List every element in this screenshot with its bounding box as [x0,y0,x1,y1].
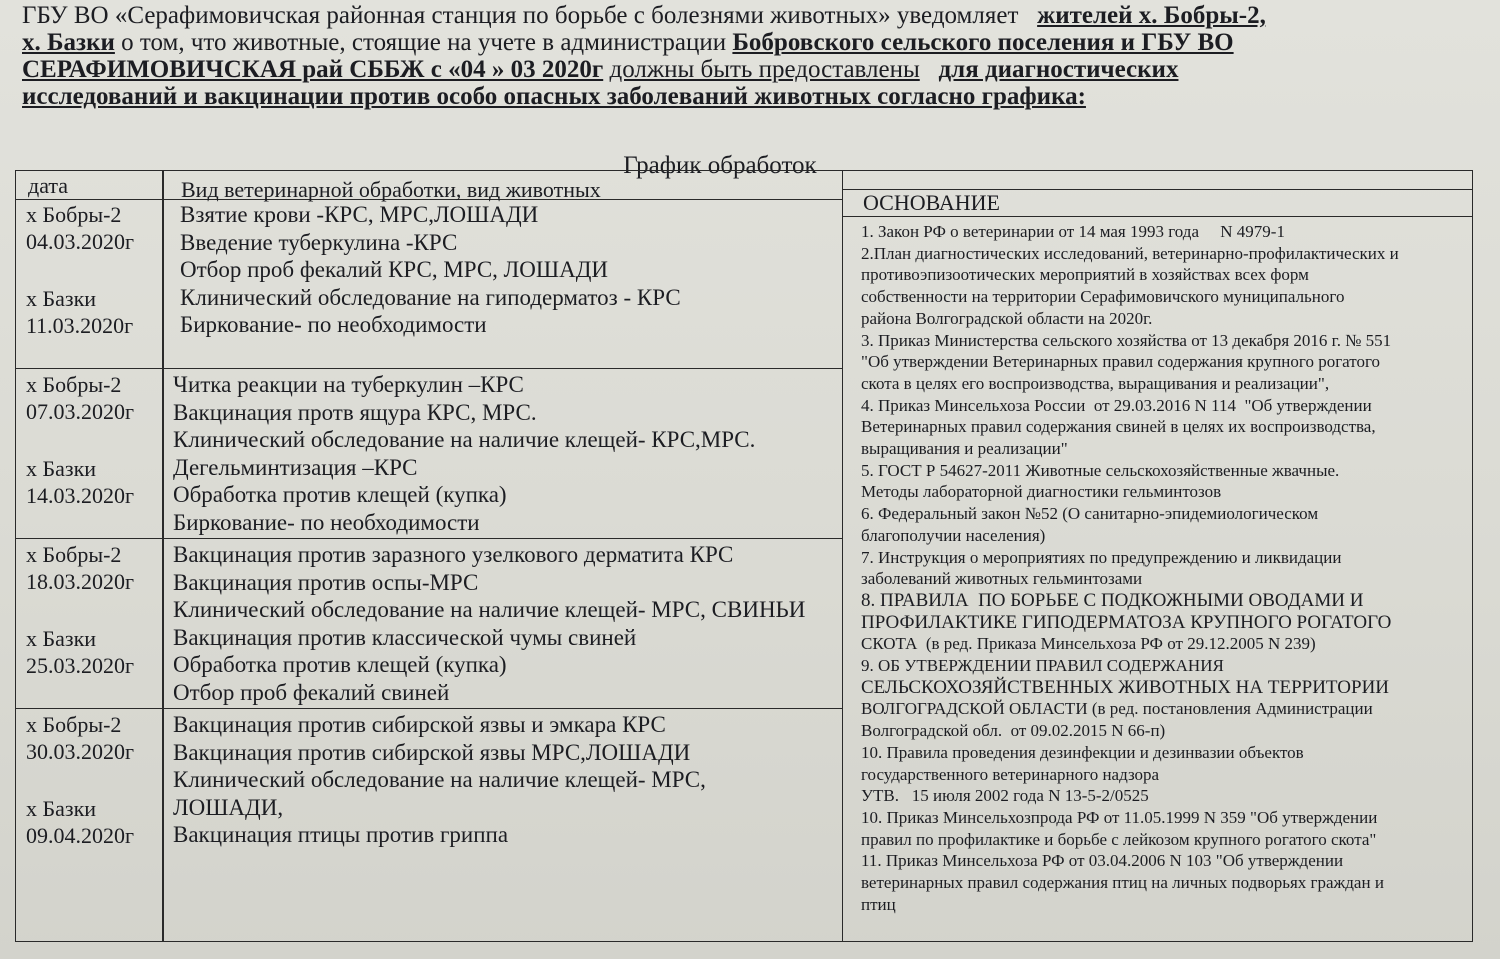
procedure: Клинический обследование на наличие клещей- МРС, [173,767,706,792]
basis-line: собственности на территории Серафимовичского муниципального [861,287,1345,307]
table-row [16,709,842,941]
procedure: Клинический обследование на гиподерматоз - КРС [180,284,681,310]
basis-line: правил по профилактике и борьбе с лейкозом крупного рогатого скота" [861,829,1377,849]
row-procedures [173,711,843,849]
basis-header-label: ОСНОВАНИЕ [863,190,1000,215]
basis-line: 1. Закон РФ о ветеринарии от 14 мая 1993 года N 4979-1 [861,222,1285,241]
place-2: х Базки [26,286,97,311]
basis-header [843,189,1472,217]
row-dates [26,541,158,679]
row-procedures [173,371,843,536]
basis-list [861,221,1473,916]
row-procedures [173,541,843,706]
place-2: х Базки [26,626,97,651]
basis-line: противоэпизоотических мероприятий в хозяйствах всех форм [861,265,1309,285]
procedure: Вакцинация против классической чумы свиней [173,624,637,650]
intro-text [22,2,1482,110]
basis-line: "Об утверждении Ветеринарных правил содержания крупного рогатого [861,352,1381,372]
basis-line: скота в целях его воспроизводства, выращивания и реализации", [861,373,1330,393]
basis-line: 10. Правила проведения дезинфекции и дезинвазии объектов [861,742,1304,762]
procedure: Введение туберкулина -КРС [180,229,458,255]
basis-line: ПРОФИЛАКТИКЕ ГИПОДЕРМАТОЗА КРУПНОГО РОГАТОГО [861,611,1392,633]
procedure: Взятие крови -КРС, МРС,ЛОШАДИ [180,202,539,227]
date-2: 25.03.2020г [26,653,135,678]
intro-line4: исследований и вакцинации против особо опасных заболеваний животных согласно графика: [22,83,1086,110]
basis-line: 2.План диагностических исследований, ветеринарно-профилактических и [861,243,1399,263]
row-dates [26,201,158,339]
procedure: Вакцинация против оспы-МРС [173,569,479,595]
intro-line3-b: должны быть предоставлены [609,56,920,83]
basis-line: 5. ГОСТ Р 54627-2011 Животные сельскохозяйственные жвачные. [861,460,1340,480]
basis-line: Методы лабораторной диагностики гельминтозов [861,482,1222,502]
date-1: 18.03.2020г [26,569,135,594]
basis-line: 3. Приказ Министерства сельского хозяйства от 13 декабря 2016 г. № 551 [861,330,1392,350]
basis-line: 7. Инструкция о мероприятиях по предупреждению и ликвидации [861,547,1342,567]
intro-line-2 [22,29,1482,56]
procedure: Отбор проб фекалий КРС, МРС, ЛОШАДИ [180,257,609,282]
place-1: х Бобры-2 [26,712,122,737]
basis-line: СКОТА (в ред. Приказа Минсельхоза РФ от 29.12.2005 N 239) [861,634,1316,654]
date-2: 11.03.2020г [26,313,134,338]
table-row [16,539,842,709]
procedure: Клинический обследование на наличие клещей- КРС,МРС. [173,427,756,452]
row-dates [26,371,158,509]
place-1: х Бобры-2 [26,372,122,397]
procedure: Вакцинация протв ящура КРС, МРС. [173,399,537,425]
procedure: Вакцинация против сибирской язвы и эмкара КРС [173,712,666,737]
procedure: Клинический обследование на наличие клещей- МРС, СВИНЬИ [173,597,806,622]
date-1: 30.03.2020г [26,739,135,764]
procedure: Вакцинация против заразного узелкового дерматита КРС [173,542,734,567]
table-header [16,171,842,200]
date-1: 07.03.2020г [26,399,135,424]
place-2: х Базки [26,456,97,481]
schedule-title: График обработок [623,152,817,179]
intro-line3-a: СЕРАФИМОВИЧСКАЯ рай СББЖ с «04 » 03 2020г [22,56,604,83]
header-kind: Вид ветеринарной обработки, вид животных [181,177,601,202]
procedure: Читка реакции на туберкулин –КРС [173,372,524,397]
basis-line: 9. ОБ УТВЕРЖДЕНИИ ПРАВИЛ СОДЕРЖАНИЯ [861,656,1224,676]
basis-line: выращивания и реализации" [861,439,1068,459]
procedure: Биркование- по необходимости [173,509,480,535]
basis-column [843,170,1473,942]
table-row [16,199,842,369]
basis-line: птиц [861,894,896,914]
place-2: х Базки [26,796,97,821]
intro-line1-b: жителей х. Бобры-2, [1037,2,1266,29]
intro-line2-c: Бобровского сельского поселения и ГБУ ВО [732,29,1234,56]
intro-line-3 [22,56,1482,83]
intro-line2-a: х. Базки [22,29,115,56]
intro-line1-a: ГБУ ВО «Серафимовичская районная станция по борьбе с болезнями животных» уведомляет [22,2,1019,29]
intro-line3-c: для диагностических [938,56,1179,83]
procedure: Биркование- по необходимости [180,312,487,337]
basis-line: 4. Приказ Минсельхоза России от 29.03.2016 N 114 "Об утверждении [861,395,1372,415]
schedule-table [15,170,843,942]
row-dates [26,711,158,849]
date-1: 04.03.2020г [26,229,135,254]
basis-line: УТВ. 15 июля 2002 года N 13-5-2/0525 [861,786,1149,806]
procedure: Обработка против клещей (купка) [173,482,507,507]
basis-line: государственного ветеринарного надзора [861,764,1160,784]
basis-line: Ветеринарных правил содержания свиней в целях их воспроизводства, [861,417,1376,437]
basis-line: 6. Федеральный закон №52 (О санитарно-эпидемиологическом [861,504,1319,524]
place-1: х Бобры-2 [26,202,122,227]
intro-line-4 [22,83,1482,110]
intro-line2-b: о том, что животные, стоящие на учете в администрации [121,29,727,56]
row-procedures [180,201,850,339]
basis-line: ВОЛГОГРАДСКОЙ ОБЛАСТИ (в ред. постановления Администрации [861,699,1373,719]
procedure: Вакцинация птицы против гриппа [173,822,509,847]
procedure: Обработка против клещей (купка) [173,652,507,677]
header-date: дата [28,173,69,198]
basis-line: 8. ПРАВИЛА ПО БОРЬБЕ С ПОДКОЖНЫМИ ОВОДАМИ И [861,589,1364,611]
basis-line: ветеринарных правил содержания птиц на личных подворьях граждан и [861,873,1384,893]
basis-line: заболеваний животных гельминтозами [861,569,1143,589]
procedure: Дегельминтизация –КРС [173,454,418,480]
place-1: х Бобры-2 [26,542,122,567]
basis-line: 10. Приказ Минсельхозпрода РФ от 11.05.1999 N 359 "Об утверждении [861,807,1378,827]
table-row [16,369,842,539]
basis-line: 11. Приказ Минсельхоза РФ от 03.04.2006 N 103 "Об утверждении [861,851,1344,871]
date-2: 14.03.2020г [26,483,135,508]
intro-line-1 [22,2,1482,29]
date-2: 09.04.2020г [26,823,135,848]
basis-line: благополучии населения) [861,525,1046,545]
procedure: ЛОШАДИ, [173,794,284,820]
basis-line: района Волгоградской области на 2020г. [861,308,1153,328]
procedure: Вакцинация против сибирской язвы МРС,ЛОШАДИ [173,739,691,765]
basis-line: СЕЛЬСКОХОЗЯЙСТВЕННЫХ ЖИВОТНЫХ НА ТЕРРИТОРИИ [861,676,1390,698]
procedure: Отбор проб фекалий свиней [173,679,450,705]
basis-line: Волгоградской обл. от 09.02.2015 N 66-п) [861,721,1166,741]
